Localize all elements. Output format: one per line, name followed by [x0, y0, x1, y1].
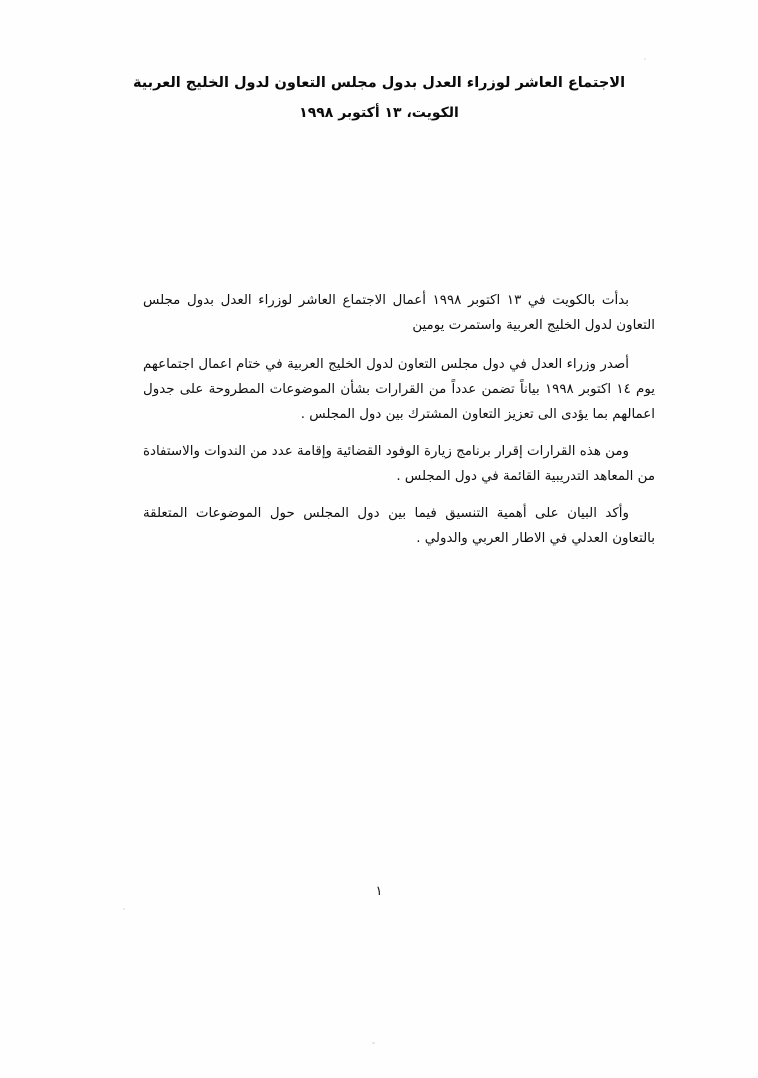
document-body: [143, 288, 655, 563]
scan-speckle: [644, 58, 646, 60]
paragraph-3-text: ومن هذه القرارات إقرار برنامج زيارة الوفود القضائية وإقامة عدد من الندوات والاستفادة من المعاهد التدريبية القائمة في دول المجلس .: [143, 444, 655, 484]
scan-speckle: [123, 908, 125, 910]
paragraph-4: [143, 501, 655, 551]
scan-speckle: [372, 1042, 375, 1044]
document-title-line-1: الاجتماع العاشر لوزراء العدل بدول مجلس التعاون لدول الخليج العربية: [132, 75, 626, 91]
paragraph-3: [143, 439, 655, 489]
paragraph-1-text: بدأت بالكويت في ١٣ اكتوبر ١٩٩٨ أعمال الاجتماع العاشر لوزراء العدل بدول مجلس التعاون لدول الخليج العربية واستمرت يومين: [143, 293, 655, 333]
paragraph-1: [143, 288, 655, 338]
page-number: ١: [375, 884, 383, 899]
paragraph-2-text: أصدر وزراء العدل في دول مجلس التعاون لدول الخليج العربية في ختام اعمال اجتماعهم يوم ١٤ اكتوبر ١٩٩٨ بياناً تضمن عدداً من القرارات بشأن الموضوعات المطروحة على جدول اعمالهم بما يؤدى الى تعزيز التعاون المشترك بين دول المجلس .: [143, 357, 655, 422]
paragraph-4-text: وأكد البيان على أهمية التنسيق فيما بين دول المجلس حول الموضوعات المتعلقة بالتعاون العدلي في الاطار العربي والدولي .: [143, 506, 655, 546]
paragraph-2: [143, 352, 655, 427]
document-header: [0, 68, 758, 128]
document-subtitle-line-2: الكويت، ١٣ أكتوبر ١٩٩٨: [299, 105, 459, 121]
